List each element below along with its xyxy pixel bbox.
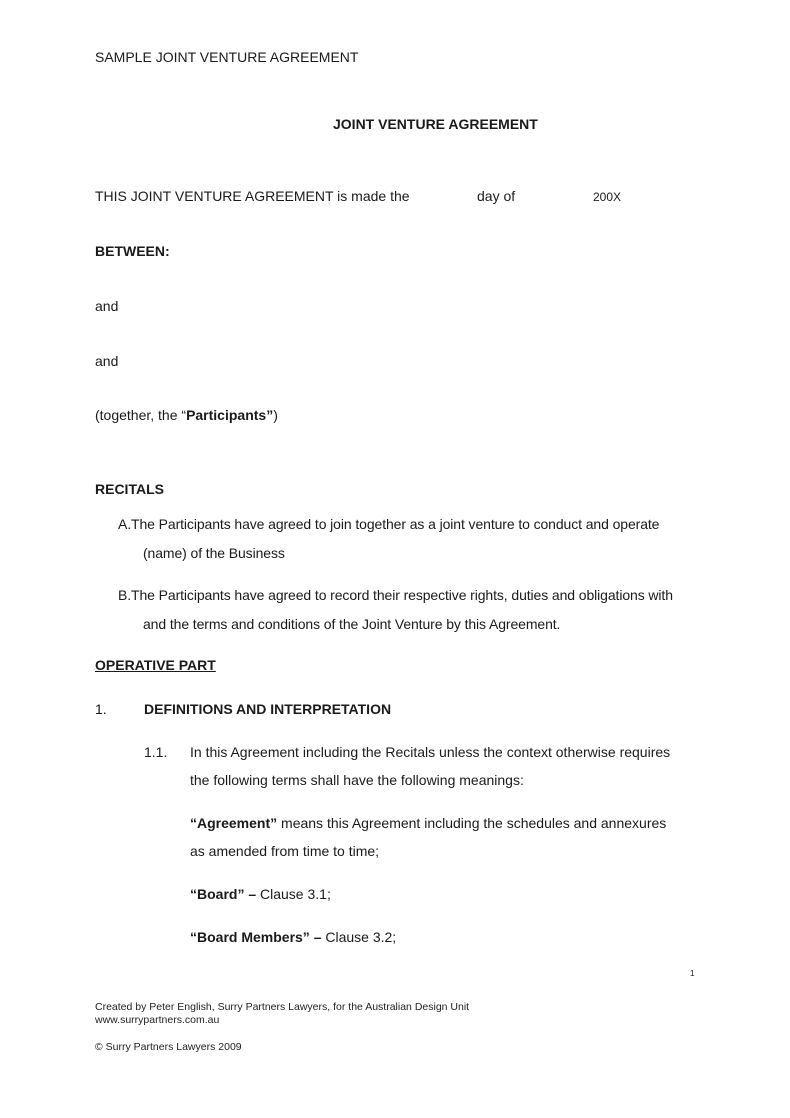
footer-website[interactable]: www.surrypartners.com.au (95, 1014, 220, 1026)
clause-line2: the following terms shall have the following meanings: (190, 772, 524, 788)
recital-text: The Participants have agreed to record their respective rights, duties and obligations with (131, 587, 673, 603)
clause-number: 1.1. (144, 744, 168, 760)
recital-marker: A. (118, 516, 132, 532)
participants-definition (95, 407, 278, 423)
footer-created-by: Created by Peter English, Surry Partners Lawyers, for the Australian Design Unit (95, 1001, 470, 1013)
definition-term: “Board Members” – (190, 929, 322, 945)
intro-day-label: day of (477, 188, 516, 204)
recital-a-line2: (name) of the Business (143, 545, 285, 561)
definition-term: “Agreement” (190, 815, 278, 831)
definition-text: Clause 3.1; (256, 886, 331, 902)
together-suffix: ) (273, 407, 278, 423)
recital-b-line1 (118, 587, 673, 603)
definition-text: Clause 3.2; (321, 929, 397, 945)
definition-line2: as amended from time to time; (190, 843, 380, 859)
definition-text: means this Agreement including the schedules and annexures (277, 815, 667, 831)
recitals-heading: RECITALS (95, 481, 164, 497)
between-heading: BETWEEN: (95, 243, 170, 259)
intro-year: 200X (593, 190, 622, 204)
operative-part-heading: OPERATIVE PART (95, 657, 216, 673)
definition-board-members (190, 929, 396, 945)
recital-b-line2: and the terms and conditions of the Joint Venture by this Agreement. (143, 616, 561, 632)
party-and-1: and (95, 298, 119, 314)
definition-term: “Board” – (190, 886, 257, 902)
page-number: 1 (690, 969, 695, 978)
party-and-2: and (95, 353, 119, 369)
clause-line1: In this Agreement including the Recitals unless the context otherwise requires (190, 744, 671, 760)
recital-a-line1 (118, 516, 659, 532)
definition-line1 (190, 815, 666, 831)
document-title: JOINT VENTURE AGREEMENT (333, 116, 538, 132)
definition-board (190, 886, 331, 902)
recital-text: The Participants have agreed to join together as a joint venture to conduct and operate (131, 516, 660, 532)
section-title: DEFINITIONS AND INTERPRETATION (144, 701, 392, 717)
recital-marker: B. (118, 587, 132, 603)
running-header: SAMPLE JOINT VENTURE AGREEMENT (95, 49, 359, 65)
section-number: 1. (95, 701, 107, 717)
intro-text: THIS JOINT VENTURE AGREEMENT is made the (95, 188, 410, 204)
participants-term: Participants” (186, 407, 274, 423)
together-prefix: (together, the “ (95, 407, 187, 423)
footer-copyright: © Surry Partners Lawyers 2009 (95, 1041, 242, 1053)
